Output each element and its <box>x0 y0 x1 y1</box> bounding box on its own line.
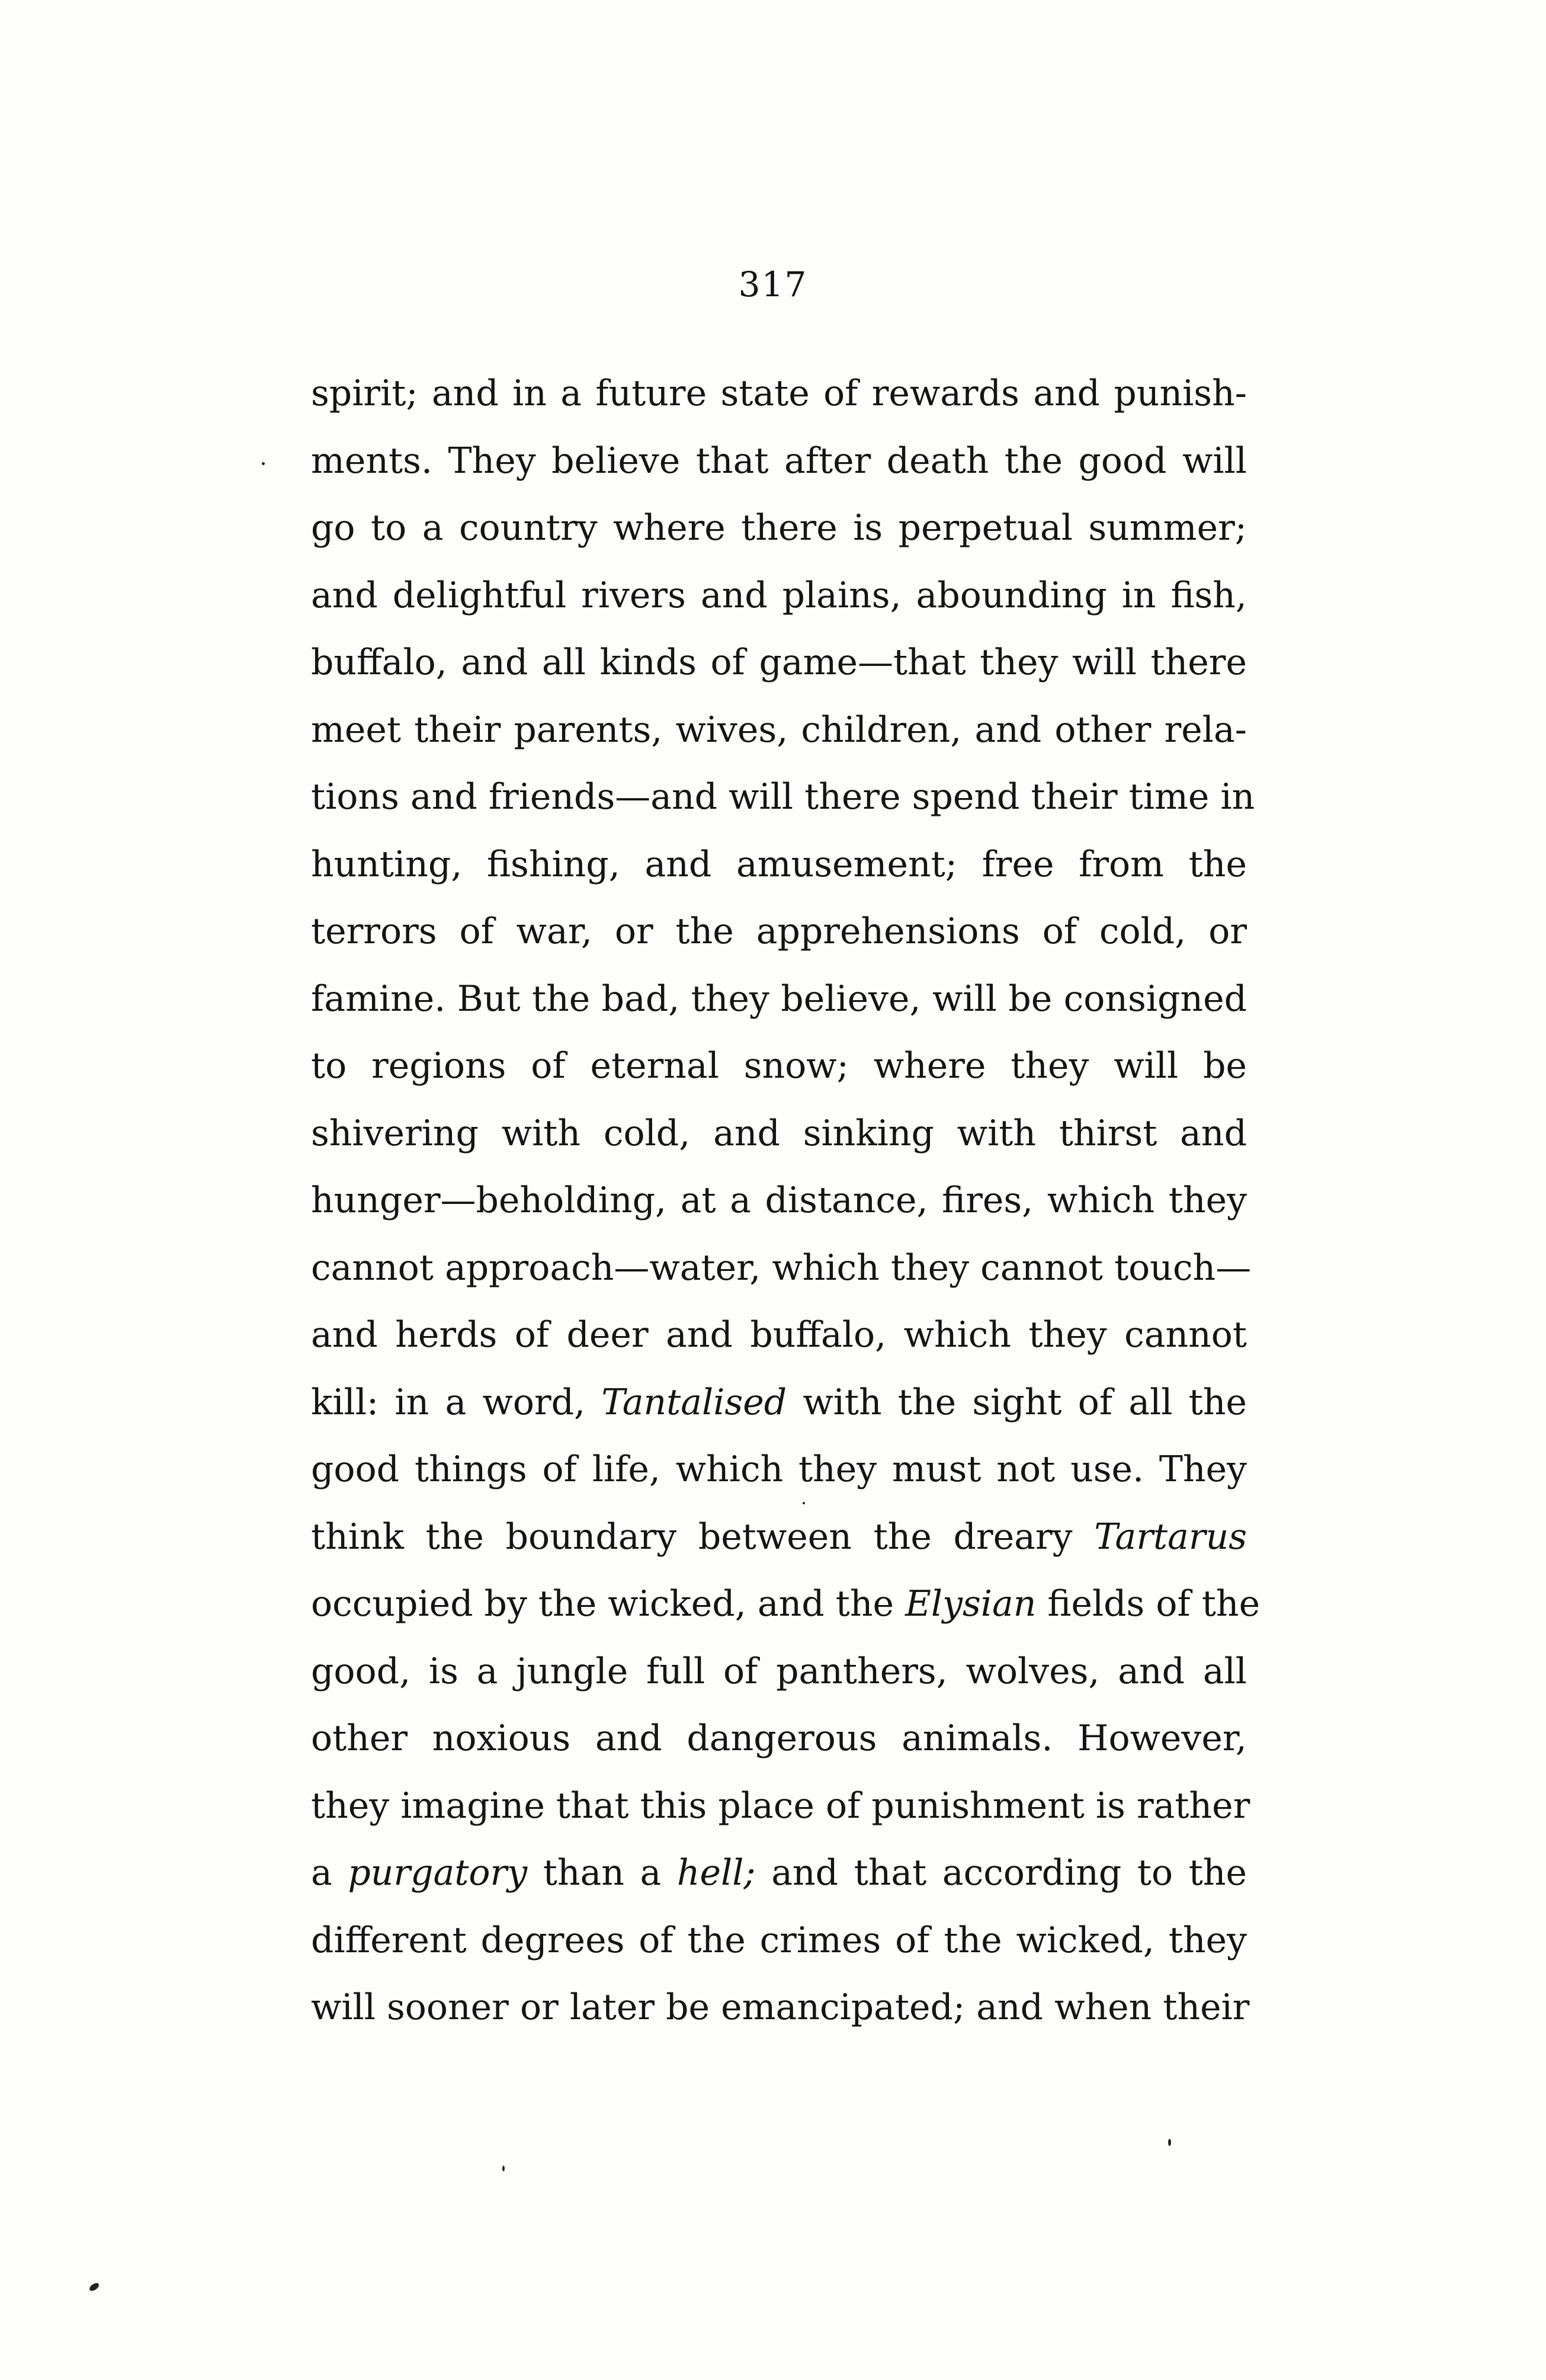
text-line: and delightful rivers and plains, abounding in fish, <box>311 574 1247 616</box>
page-number: 317 <box>738 264 808 305</box>
italic-word: purgatory <box>348 1852 528 1894</box>
text-line: shivering with cold, and sinking with thirst and <box>311 1112 1247 1154</box>
text-line: to regions of eternal snow; where they will be <box>311 1045 1247 1087</box>
scan-speck <box>1168 2139 1171 2146</box>
text-line: will sooner or later be emancipated; and when their <box>311 1987 1250 2028</box>
text-line: good things of life, which they must not use. They <box>311 1449 1247 1490</box>
italic-word: Tantalised <box>601 1381 787 1423</box>
text-line: go to a country where there is perpetual summer; <box>311 507 1247 549</box>
text-line: spirit; and in a future state of rewards and punish- <box>311 373 1247 414</box>
text-line: good, is a jungle full of panthers, wolves, and all <box>311 1650 1247 1692</box>
text-line: cannot approach—water, which they cannot touch— <box>311 1247 1252 1289</box>
text-line: tions and friends—and will there spend their time in <box>311 776 1255 818</box>
body-text <box>311 360 1260 2042</box>
text-line: a purgatory than a hell; and that according to the <box>311 1852 1247 1894</box>
text-line: kill: in a word, Tantalised with the sight of all the <box>311 1381 1247 1423</box>
italic-word: hell; <box>676 1852 756 1894</box>
scan-speck <box>803 1502 805 1504</box>
text-line: buffalo, and all kinds of game—that they will there <box>311 642 1247 683</box>
italic-word: Elysian <box>905 1583 1037 1625</box>
text-line: hunting, fishing, and amusement; free from the <box>311 843 1247 885</box>
text-line: they imagine that this place of punishment is rather <box>311 1785 1250 1827</box>
text-line: and herds of deer and buffalo, which they cannot <box>311 1314 1247 1356</box>
scan-speck <box>262 462 265 465</box>
text-line: other noxious and dangerous animals. However, <box>311 1718 1247 1759</box>
italic-word: Tartarus <box>1094 1516 1247 1558</box>
scan-speck <box>502 2166 505 2171</box>
text-line: ments. They believe that after death the good will <box>311 440 1247 482</box>
text-line: hunger—beholding, at a distance, fires, which they <box>311 1180 1247 1221</box>
text-line: famine. But the bad, they believe, will be consigned <box>311 978 1247 1020</box>
text-line: occupied by the wicked, and the Elysian fields of the <box>311 1583 1260 1625</box>
text-line: terrors of war, or the apprehensions of cold, or <box>311 911 1247 952</box>
scan-speck <box>88 2282 100 2293</box>
text-line: different degrees of the crimes of the wicked, they <box>311 1919 1247 1961</box>
text-line: think the boundary between the dreary Tartarus <box>311 1516 1247 1558</box>
text-line: meet their parents, wives, children, and other rela- <box>311 709 1247 751</box>
